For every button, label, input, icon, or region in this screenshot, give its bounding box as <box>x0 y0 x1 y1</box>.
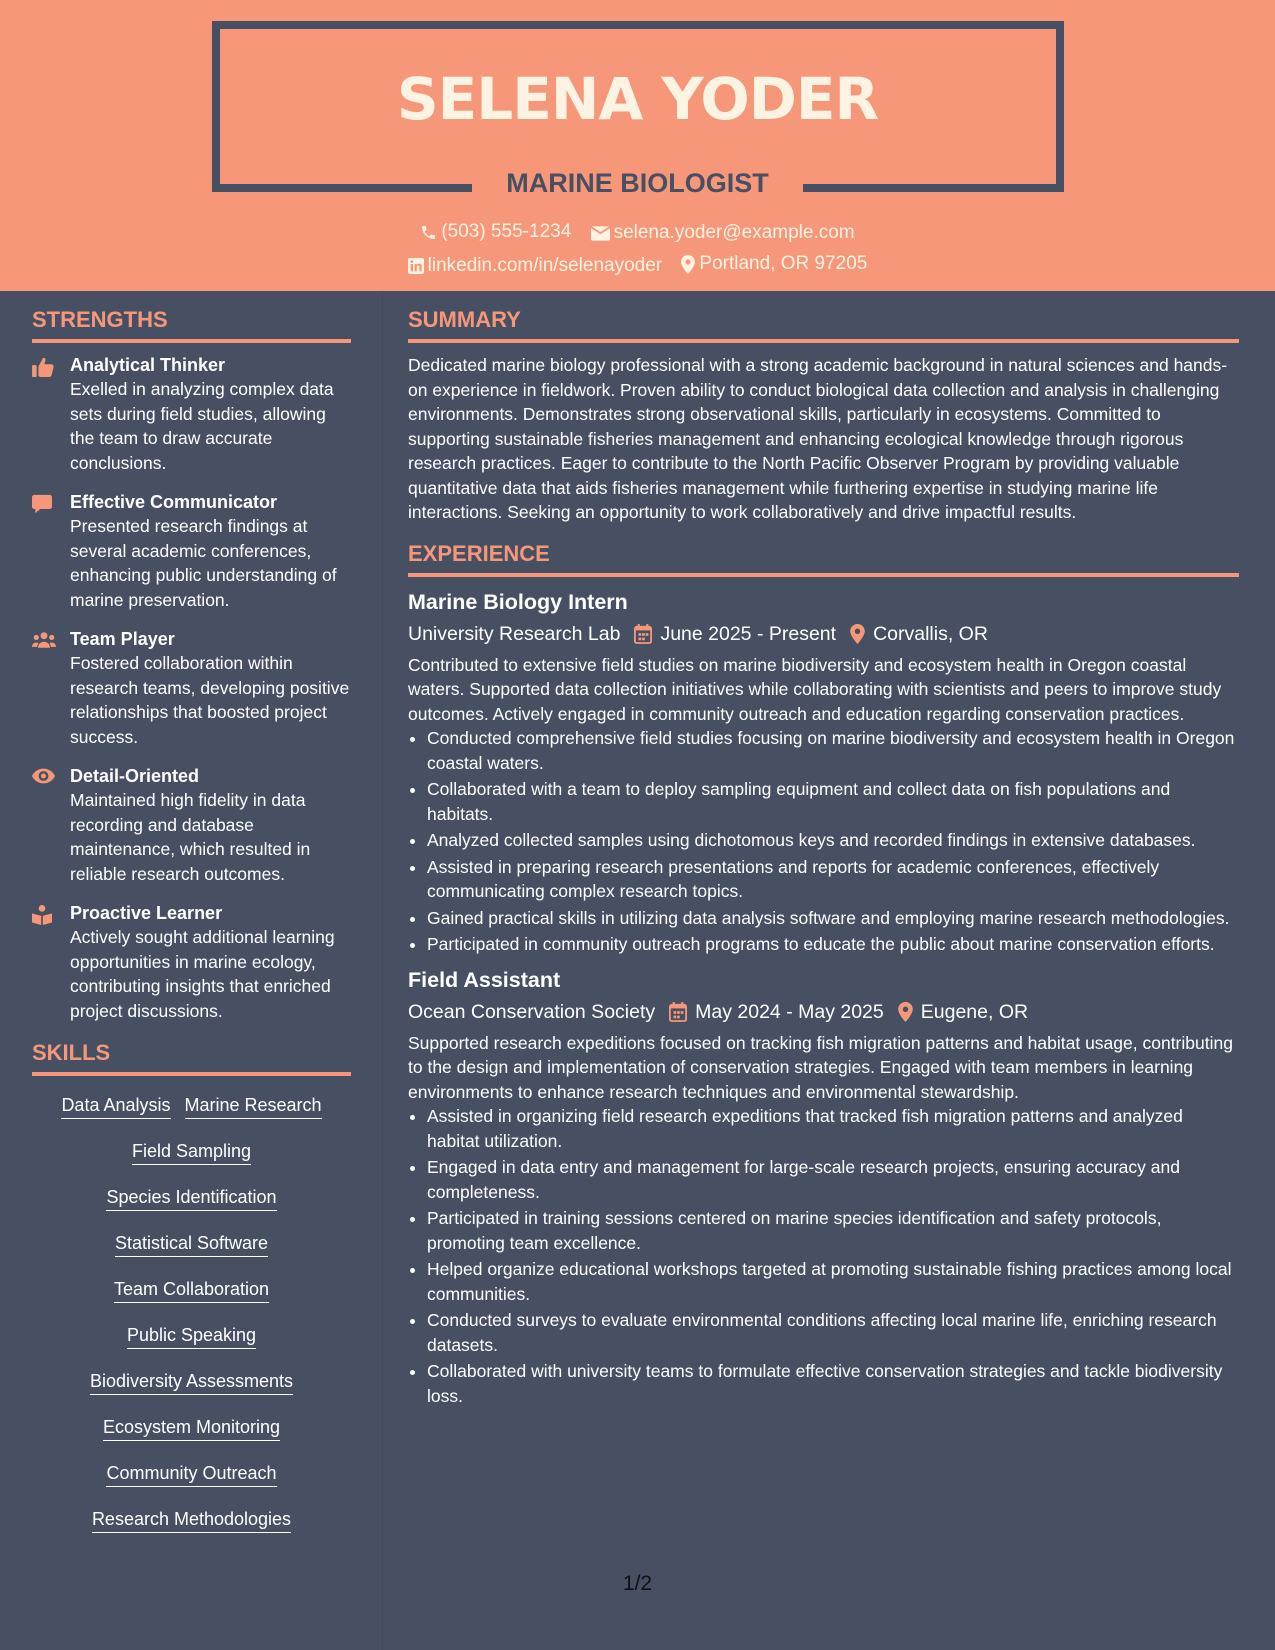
bullet-item: • Collaborated with university teams to formulate effective conservation strategies and tackle biodiversity loss. <box>427 1359 1239 1408</box>
job-meta <box>408 619 1239 649</box>
strength-desc: Actively sought additional learning opportunities in marine ecology, contributing insights that enriched project discussions. <box>70 927 335 1021</box>
job-bullets <box>408 726 1239 957</box>
strength-item <box>32 627 351 749</box>
contact-location <box>681 251 867 277</box>
comment-icon <box>32 494 52 514</box>
linkedin-icon <box>408 258 424 274</box>
skill-tag: Public Speaking <box>127 1322 256 1349</box>
calendar-icon <box>634 624 652 644</box>
strengths-heading: STRENGTHS <box>32 305 351 343</box>
strength-desc: Exelled in analyzing complex data sets during field studies, allowing the team to draw accurate conclusions. <box>70 379 334 473</box>
job-description: Supported research expeditions focused on tracking fish migration patterns and habitat usage, contributing to the design and implementation of conservation strategies. Engaged with team members in learning environments to enhance research techniques and environmental stewardship. <box>408 1032 1233 1102</box>
strength-title: Analytical Thinker <box>70 355 226 375</box>
skills-heading: SKILLS <box>32 1038 351 1076</box>
bullet-item: • Participated in community outreach programs to educate the public about marine conservation efforts. <box>427 932 1239 957</box>
skill-tag: Team Collaboration <box>114 1276 269 1303</box>
column-divider <box>382 291 383 1650</box>
experience-heading: EXPERIENCE <box>408 539 1239 577</box>
contact-phone[interactable] <box>420 219 571 245</box>
strength-title: Detail-Oriented <box>70 766 200 786</box>
eye-icon <box>32 768 55 784</box>
summary-heading: SUMMARY <box>408 305 1239 343</box>
contact-email[interactable] <box>591 220 855 246</box>
strength-title: Proactive Learner <box>70 903 223 923</box>
job-org: University Research Lab <box>408 622 621 645</box>
strength-item <box>32 490 351 612</box>
job-dates: June 2025 - Present <box>660 622 837 645</box>
strength-title: Effective Communicator <box>70 492 278 512</box>
skill-tag: Research Methodologies <box>92 1506 291 1533</box>
map-pin-icon <box>898 1002 913 1022</box>
contact-line-1 <box>0 219 1275 249</box>
right-column <box>408 305 1239 1416</box>
strength-item <box>32 353 351 475</box>
job-meta <box>408 997 1239 1027</box>
skill-tag: Biodiversity Assessments <box>90 1368 293 1395</box>
phone-icon <box>420 224 437 241</box>
bullet-item: • Participated in training sessions centered on marine species identification and safety protocols, promoting team excellence. <box>427 1206 1239 1255</box>
strength-item <box>32 764 351 886</box>
contact-line-2 <box>0 251 1275 282</box>
email-text: selena.yoder@example.com <box>613 222 855 243</box>
job-title: MARINE BIOLOGIST <box>506 168 769 198</box>
job-role: Field Assistant <box>408 967 561 992</box>
strength-item <box>32 901 351 1023</box>
skill-tag: Field Sampling <box>132 1138 251 1165</box>
skill-tag: Data Analysis <box>61 1092 170 1119</box>
map-pin-icon <box>850 624 865 644</box>
job-org: Ocean Conservation Society <box>408 1000 656 1023</box>
job-entry <box>408 965 1239 1409</box>
calendar-icon <box>669 1002 687 1022</box>
bullet-item: • Assisted in preparing research presentations and reports for academic conferences, effectively communicating complex research topics. <box>427 855 1239 904</box>
bullet-item: • Conducted surveys to evaluate environmental conditions affecting local marine life, enriching research datasets. <box>427 1308 1239 1357</box>
bullet-item: • Helped organize educational workshops targeted at promoting sustainable fishing practices among local communities. <box>427 1257 1239 1306</box>
bullet-item: • Assisted in organizing field research expeditions that tracked fish migration patterns and analyzed habitat utilization. <box>427 1104 1239 1153</box>
strength-desc: Maintained high fidelity in data recording and database maintenance, which resulted in reliable research outcomes. <box>70 790 311 884</box>
bullet-item: • Engaged in data entry and management for large-scale research projects, ensuring accuracy and completeness. <box>427 1155 1239 1204</box>
strength-title: Team Player <box>70 629 175 649</box>
job-role: Marine Biology Intern <box>408 589 628 614</box>
page-number: 1/2 <box>622 1572 653 1595</box>
users-icon <box>32 631 56 649</box>
envelope-icon <box>591 226 610 241</box>
bullet-item: • Conducted comprehensive field studies focusing on marine biodiversity and ecosystem health in Oregon coastal waters. <box>427 726 1239 775</box>
strength-desc: Fostered collaboration within research teams, developing positive relationships that boosted project success. <box>70 653 350 747</box>
strength-desc: Presented research findings at several academic conferences, enhancing public understanding of marine preservation. <box>70 516 337 610</box>
left-column <box>32 305 351 1552</box>
thumbs-up-icon <box>32 357 54 377</box>
map-pin-icon <box>681 255 695 274</box>
skill-tag: Statistical Software <box>115 1230 268 1257</box>
job-location: Eugene, OR <box>920 1000 1029 1023</box>
bullet-item: • Gained practical skills in utilizing data analysis software and employing marine research methodologies. <box>427 906 1239 931</box>
job-dates: May 2024 - May 2025 <box>695 1000 884 1023</box>
skill-tag: Species Identification <box>106 1184 276 1211</box>
job-bullets <box>408 1104 1239 1408</box>
phone-text: (503) 555-1234 <box>441 221 572 242</box>
resume-header <box>0 0 1275 291</box>
reader-icon <box>32 905 52 925</box>
skill-tag: Ecosystem Monitoring <box>103 1414 280 1441</box>
linkedin-text: linkedin.com/in/selenayoder <box>427 254 663 276</box>
bullet-item: • Analyzed collected samples using dichotomous keys and recorded findings in extensive databases. <box>427 828 1239 853</box>
contact-linkedin[interactable] <box>408 253 662 279</box>
skill-tag: Community Outreach <box>106 1460 276 1487</box>
job-description: Contributed to extensive field studies on marine biodiversity and ecosystem health in Oregon coastal waters. Supported data collection initiatives while collaborating with scientists and peers to improve study outcomes. Actively engaged in community outreach and education regarding conservation practices. <box>408 654 1222 724</box>
summary-text: Dedicated marine biology professional with a strong academic background in natural sciences and hands-on experience in fieldwork. Proven ability to conduct biological data collection and analysis in challenging environments. Demonstrates strong observational skills, particularly in ecosystems. Committed to supporting sustainable fisheries management and enhancing ecological knowledge through rigorous research practices. Eager to contribute to the North Pacific Observer Program by providing valuable quantitative data that aids fisheries management while furthering expertise in studying marine life interactions. Seeking an opportunity to work collaboratively and drive impactful results. <box>408 355 1228 522</box>
skill-tag: Marine Research <box>185 1092 322 1119</box>
job-location: Corvallis, OR <box>873 622 988 645</box>
skills-list <box>32 1086 351 1552</box>
location-text: Portland, OR 97205 <box>699 253 868 274</box>
bullet-item: • Collaborated with a team to deploy sampling equipment and collect data on fish populations and habitats. <box>427 777 1239 826</box>
job-entry <box>408 587 1239 957</box>
candidate-name: SELENA YODER <box>396 65 879 133</box>
